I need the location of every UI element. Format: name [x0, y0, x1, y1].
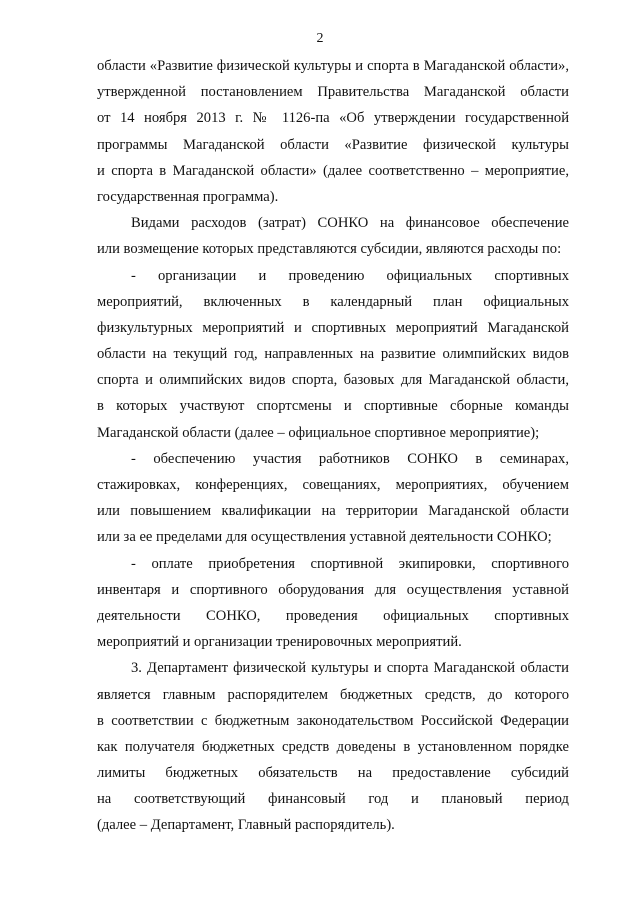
list-item-official-events — [97, 263, 569, 446]
paragraph-department-role — [97, 655, 569, 838]
page-number: 2 — [316, 31, 324, 46]
text-line: от 14 ноября 2013 г. № 1126-па «Об утверждении государственной — [97, 110, 569, 127]
text-line: мероприятий, включенных в календарный план официальных — [97, 293, 569, 310]
paragraph-expense-types — [97, 210, 569, 262]
text-line: инвентаря и спортивного оборудования для осуществления уставной — [97, 581, 569, 598]
text-line: - оплате приобретения спортивной экипировки, спортивного — [131, 555, 569, 572]
text-line: деятельности СОНКО, проведения официальных спортивных — [97, 607, 569, 624]
text-line: - организации и проведению официальных спортивных — [131, 267, 569, 284]
text-line: лимиты бюджетных обязательств на предоставление субсидий — [97, 765, 569, 782]
text-line: или повышением квалификации на территории Магаданской области — [97, 503, 569, 520]
text-line: области «Развитие физической культуры и спорта в Магаданской области», — [97, 58, 569, 74]
text-line: является главным распорядителем бюджетных средств, до которого — [97, 686, 569, 703]
text-line: или возмещение которых представляются субсидии, являются расходы по: — [97, 241, 562, 258]
text-line: спорта и олимпийских видов спорта, базовых для Магаданской области, — [97, 372, 569, 389]
text-line: или за ее пределами для осуществления уставной деятельности СОНКО; — [97, 529, 552, 546]
document-body — [97, 53, 569, 839]
list-item-staff-participation — [97, 446, 569, 551]
text-line: Видами расходов (затрат) СОНКО на финансовое обеспечение — [131, 215, 569, 232]
text-line: и спорта в Магаданской области» (далее соответственно – мероприятие, — [97, 162, 569, 179]
list-item-equipment-purchase — [97, 551, 569, 656]
text-line: - обеспечению участия работников СОНКО в семинарах, — [131, 450, 569, 467]
text-line: Магаданской области (далее – официальное спортивное мероприятие); — [97, 424, 540, 441]
text-line: области на текущий год, направленных на развитие олимпийских видов — [97, 346, 569, 363]
text-line: программы Магаданской области «Развитие физической культуры — [97, 136, 569, 153]
text-line: (далее – Департамент, Главный распорядитель). — [97, 817, 395, 834]
text-line: как получателя бюджетных средств доведены в установленном порядке — [97, 738, 569, 755]
text-line: в которых участвуют спортсмены и спортивные сборные команды — [97, 398, 569, 415]
text-line: 3. Департамент физической культуры и спорта Магаданской области — [131, 660, 569, 677]
text-line: в соответствии с бюджетным законодательством Российской Федерации — [97, 712, 569, 729]
text-line: мероприятий и организации тренировочных мероприятий. — [97, 634, 462, 651]
text-line: физкультурных мероприятий и спортивных мероприятий Магаданской — [97, 319, 569, 336]
paragraph-program-reference — [97, 53, 569, 210]
text-line: утвержденной постановлением Правительства Магаданской области — [97, 84, 569, 101]
text-line: государственная программа). — [97, 188, 279, 205]
text-line: стажировках, конференциях, совещаниях, мероприятиях, обучением — [97, 477, 569, 493]
text-line: на соответствующий финансовый год и плановый период — [97, 791, 569, 808]
